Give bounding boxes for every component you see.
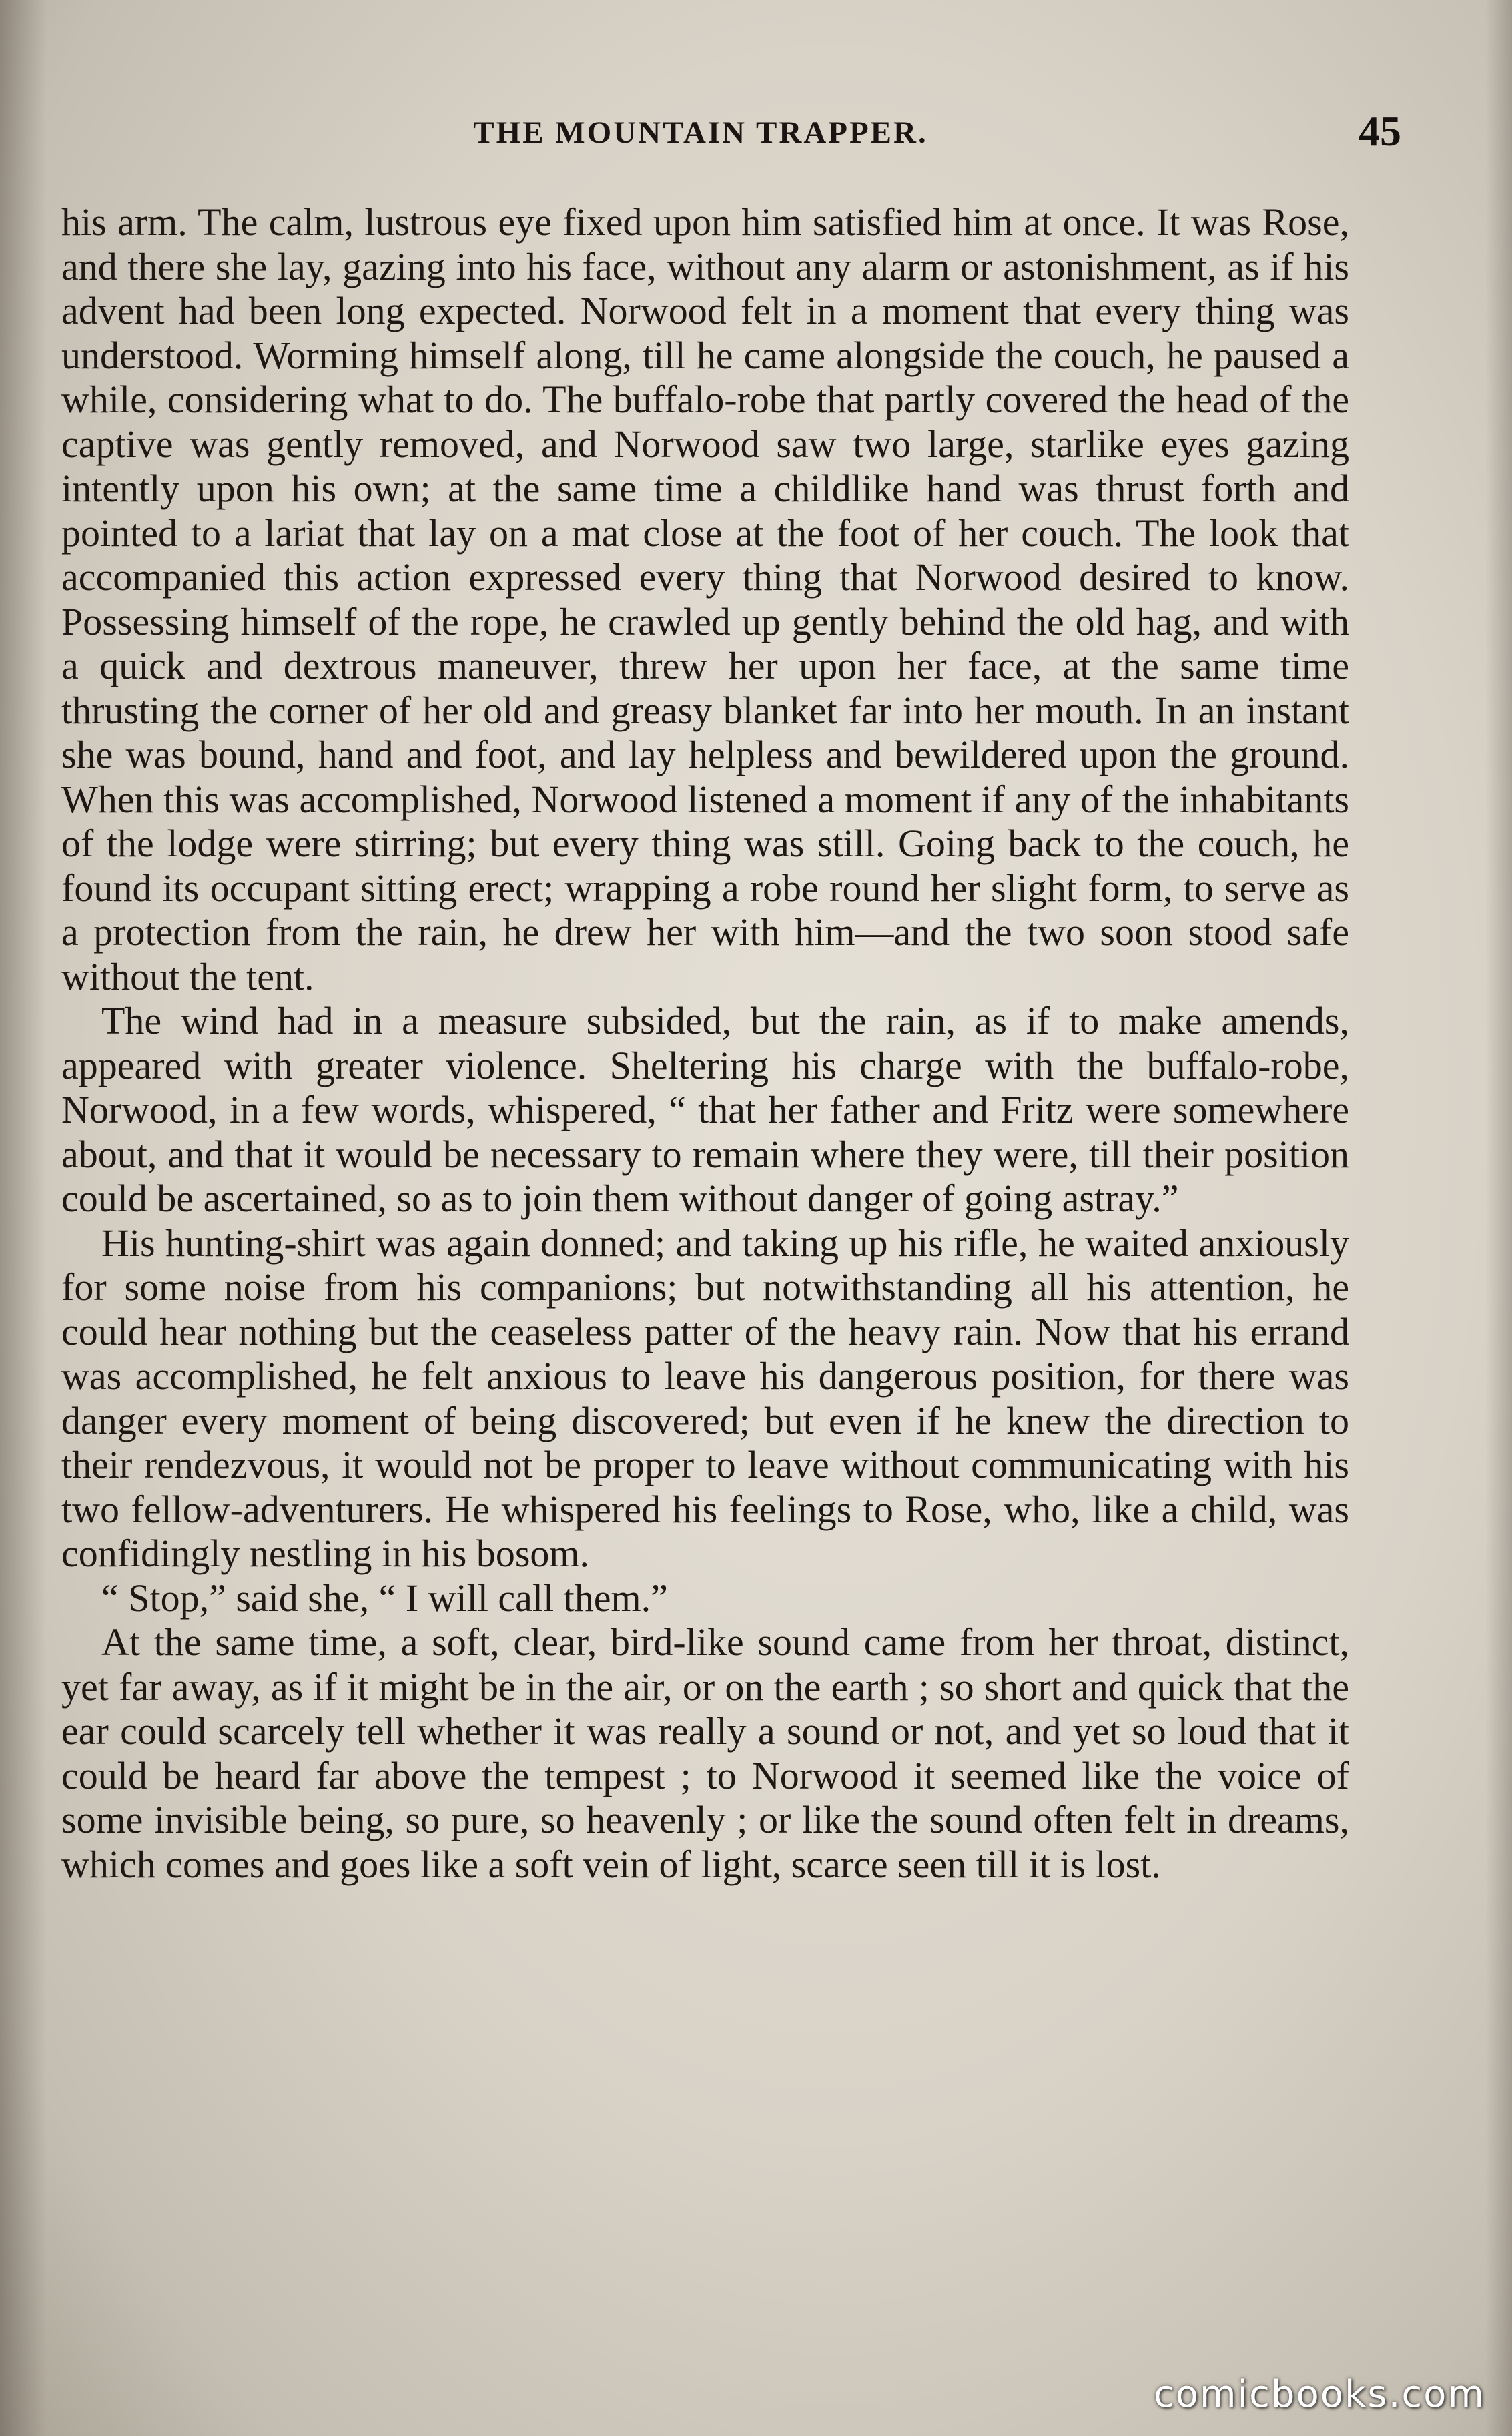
paragraph: At the same time, a soft, clear, bird-like sound came from her throat, distinct, yet far away, as if it might be in the air, or on the earth ; so short and quick that the ear could scarcely tell whether it was really a sound or not, and yet so loud that it could be heard far above the tempest ; to Norwood it seemed like the voice of some invisible being, so pure, so heavenly ; or like the sound often felt in dreams, which comes and goes like a soft vein of light, scarce seen till it is lost. (61, 1620, 1349, 1886)
paragraph: his arm. The calm, lustrous eye fixed upon him satisfied him at once. It was Rose, and there she lay, gazing into his face, without any alarm or astonishment, as if his advent had been long expected. Norwood felt in a moment that every thing was understood. Worming himself along, till he came alongside the couch, he paused a while, considering what to do. The buffalo-robe that partly covered the head of the captive was gently removed, and Norwood saw two large, starlike eyes gazing intently upon his own; at the same time a childlike hand was thrust forth and pointed to a lariat that lay on a mat close at the foot of her couch. The look that accompanied this action expressed every thing that Norwood desired to know. Possessing himself of the rope, he crawled up gently behind the old hag, and with a quick and dextrous maneuver, threw her upon her face, at the same time thrusting the corner of her old and greasy blanket far into her mouth. In an instant she was bound, hand and foot, and lay helpless and bewildered upon the ground. When this was accomplished, Norwood listened a moment if any of the inhabitants of the lodge were stirring; but every thing was still. Going back to the couch, he found its occupant sitting erect; wrapping a robe round her slight form, to serve as a protection from the rain, he drew her with him—and the two soon stood safe without the tent. (61, 200, 1349, 998)
running-title: THE MOUNTAIN TRAPPER. (473, 115, 928, 150)
paragraph: The wind had in a measure subsided, but the rain, as if to make amends, appeared with greater violence. Sheltering his charge with the buffalo-robe, Norwood, in a few words, whispered, “ that her father and Fritz were somewhere about, and that it would be necessary to remain where they were, till their position could be ascertained, so as to join them without danger of going astray.” (61, 999, 1349, 1220)
body-text (61, 200, 1349, 1887)
paragraph: “ Stop,” said she, “ I will call them.” (101, 1576, 668, 1620)
page-number: 45 (1359, 107, 1401, 155)
watermark: comicbooks.com (1153, 2373, 1485, 2416)
paragraph: His hunting-shirt was again donned; and taking up his rifle, he waited anxiously for some noise from his companions; but notwithstanding all his attention, he could hear nothing but the ceaseless patter of the heavy rain. Now that his errand was accomplished, he felt anxious to leave his dangerous position, for there was danger every moment of being discovered; but even if he knew the direction to their rendezvous, it would not be proper to leave without communicating with his two fellow-adventurers. He whispered his feelings to Rose, who, like a child, was confidingly nestling in his bosom. (61, 1221, 1349, 1575)
running-head (67, 107, 1401, 160)
